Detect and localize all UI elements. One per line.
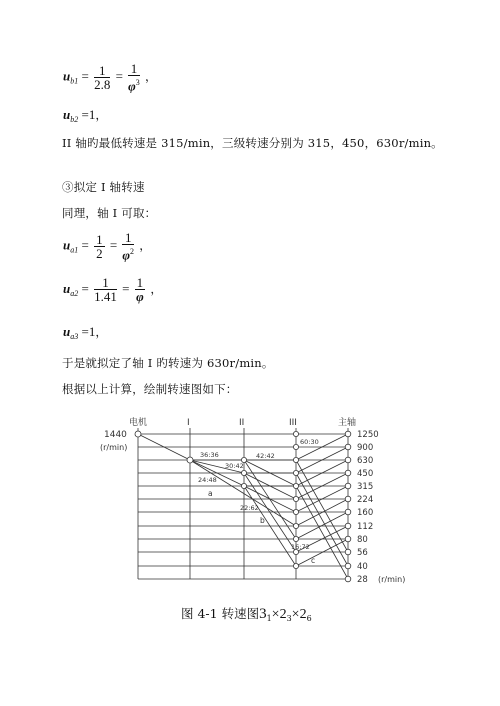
motor-unit: (r/min) [100, 443, 128, 452]
ratio-label: 16:72 [291, 543, 310, 551]
node-spindle-1250 [345, 431, 351, 437]
label-shaft2: II [239, 418, 245, 428]
speed-label: 40 [357, 562, 368, 572]
node-spindle-160 [345, 509, 351, 515]
paragraph-same: 同理，轴 I 可取： [62, 206, 157, 220]
node-shaft3-900 [293, 444, 298, 449]
node-shaft3-112 [293, 523, 298, 528]
equation-ua2: $u_{a2}$ = $\frac{1}{1.41}$ = $\frac{1}{\varphi}$ ， [63, 275, 163, 304]
node-shaft3-450 [293, 470, 298, 475]
transmission-b3 [244, 460, 296, 539]
motor-speed: 1440 [104, 430, 127, 440]
node-spindle-80 [345, 536, 351, 542]
label-shaft1: I [187, 418, 190, 428]
speed-label: 112 [357, 522, 374, 532]
speed-label: 1250 [357, 430, 379, 440]
node-spindle-40 [345, 563, 351, 569]
node-spindle-900 [345, 444, 351, 450]
ratio-label: 42:42 [256, 452, 275, 460]
transmission-c6 [296, 499, 348, 526]
equation-ua1: $u_{a1}$ = $\frac{1}{2}$ = $\frac{1}{\varphi^2}$ ， [63, 230, 152, 263]
label-spindle: 主轴 [338, 418, 357, 428]
speed-label: 56 [357, 548, 368, 558]
group-label: b [260, 516, 265, 525]
equation-ub2: $u_{b2} =1$， [63, 107, 108, 124]
speed-label: 28 [357, 575, 368, 585]
node-shaft2-315 [241, 483, 246, 488]
transmission-c7 [296, 512, 348, 539]
section-heading: ③拟定 I 轴转速 [62, 180, 145, 194]
speed-label: 450 [357, 469, 374, 479]
paragraph-shaft2-speed: II 轴旳最低转速是 315/min，三级转速分别为 315，450，630r/min。 [62, 136, 443, 150]
node-spindle-630 [345, 457, 351, 463]
speed-label: 224 [357, 495, 374, 505]
node-shaft1 [187, 457, 193, 463]
figure-caption: 图 4-1 转速图$3_1\times 2_3\times 2_6$ [181, 606, 312, 623]
ratio-label: 60:30 [300, 438, 319, 446]
speed-label: 900 [357, 443, 374, 453]
speed-label: 160 [357, 508, 374, 518]
node-shaft3-630 [293, 457, 298, 462]
node-spindle-56 [345, 549, 351, 555]
node-spindle-450 [345, 470, 351, 476]
ratio-label: 24:48 [198, 476, 217, 484]
node-shaft3-160 [293, 509, 298, 514]
group-label: a [208, 489, 213, 498]
transmission-c12 [296, 486, 348, 579]
paragraph-decided: 于是就拟定了轴 I 旳转速为 630r/min。 [62, 356, 274, 370]
speed-label: 630 [357, 456, 374, 466]
equation-ua3: $u_{a3} =1$， [63, 324, 108, 341]
group-label: c [311, 556, 316, 565]
label-motor: 电机 [129, 418, 148, 428]
transmission-b6 [244, 473, 296, 552]
speed-label: 80 [357, 535, 368, 545]
node-shaft3-1250 [293, 431, 298, 436]
paragraph-draw: 根据以上计算，绘制转速图如下： [62, 382, 238, 396]
node-shaft2-450 [241, 470, 246, 475]
transmission-c10 [296, 460, 348, 552]
equation-ub1: $u_{b1}$ = $\frac{1}{2.8}$ = $\frac{1}{\varphi^3}$ ， [63, 61, 158, 94]
node-spindle-315 [345, 483, 351, 489]
node-shaft3-80 [293, 536, 298, 541]
node-shaft3-224 [293, 496, 298, 501]
node-spindle-224 [345, 496, 351, 502]
node-motor [135, 431, 141, 437]
ratio-label: 30:42 [225, 462, 244, 470]
ratio-label: 22:62 [240, 504, 259, 512]
node-shaft3-40 [293, 563, 298, 568]
node-spindle-28 [345, 576, 351, 582]
label-shaft3: III [289, 418, 297, 428]
node-shaft3-315 [293, 483, 298, 488]
speed-unit: (r/min) [378, 575, 406, 584]
speed-label: 315 [357, 482, 374, 492]
node-spindle-112 [345, 523, 351, 529]
ratio-label: 36:36 [200, 451, 219, 459]
